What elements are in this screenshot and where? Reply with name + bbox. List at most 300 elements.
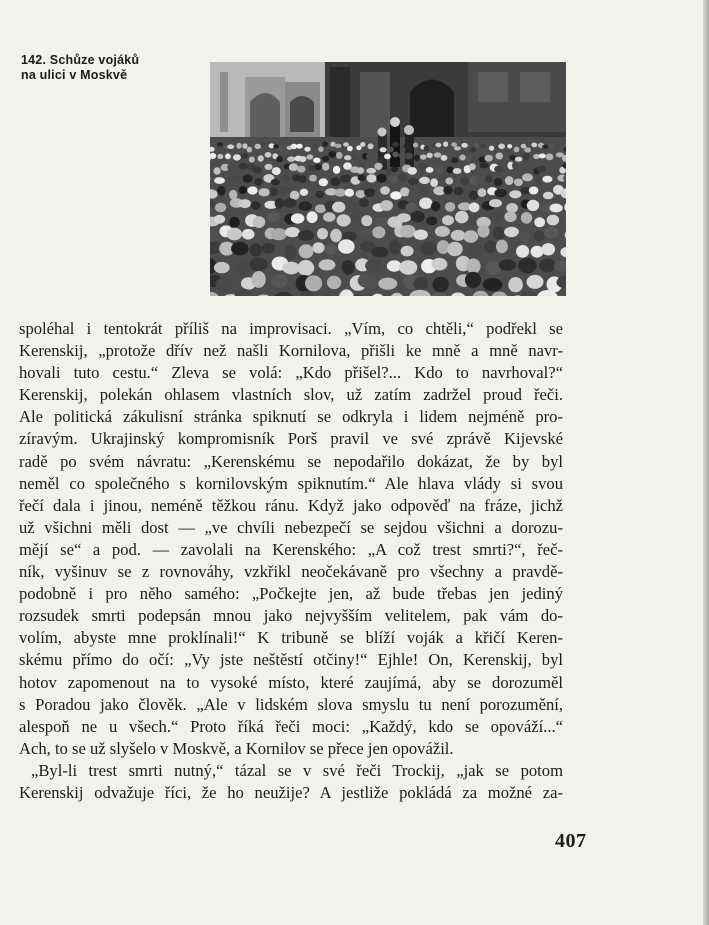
crowd-head	[365, 259, 382, 272]
crowd-head	[443, 186, 452, 195]
crowd-head	[356, 190, 366, 198]
crowd-head	[485, 155, 493, 162]
crowd-head	[419, 177, 430, 184]
crowd-head	[298, 201, 312, 211]
crowd-head	[539, 258, 556, 272]
crowd-head	[368, 143, 374, 149]
crowd-head	[413, 277, 428, 290]
crowd-head	[342, 260, 355, 275]
crowd-head	[249, 258, 268, 272]
crowd-head	[298, 230, 314, 241]
crowd-head	[215, 277, 232, 292]
crowd-head	[547, 215, 559, 226]
text-line: ník, vyšinuv se z rovnováhy, vzkřikl neočekávaně pro všechny a pravdě-	[19, 562, 563, 582]
crowd-head	[534, 176, 543, 184]
crowd-head	[250, 243, 262, 257]
crowd-head	[299, 244, 314, 258]
crowd-head	[514, 179, 523, 187]
crowd-head	[352, 154, 358, 160]
crowd-head	[431, 258, 447, 271]
crowd-head	[296, 144, 302, 149]
crowd-head	[555, 141, 562, 147]
text-line: Kerenskij odvažuje říci, že ho neužije? A jestliže pokládá za možné za-	[19, 782, 563, 802]
crowd-head	[527, 200, 539, 211]
crowd-head	[344, 155, 351, 160]
crowd-head	[389, 240, 401, 254]
crowd-head	[300, 189, 308, 196]
text-line: alespoň ne u všech.“ Proto říká řeči moci: „Každý, kdo se opováží...“	[19, 716, 563, 736]
crowd-head	[284, 245, 296, 260]
crowd-head	[542, 145, 548, 149]
crowd-head	[380, 147, 387, 152]
crowd-head	[217, 154, 223, 159]
crowd-head	[397, 213, 411, 222]
crowd-head	[468, 243, 483, 257]
crowd-head	[276, 156, 283, 162]
crowd-head	[285, 227, 300, 237]
crowd-head	[214, 215, 225, 224]
page-edge	[703, 0, 709, 925]
crowd-head	[384, 154, 391, 160]
paragraph-1	[19, 318, 563, 760]
crowd-head	[392, 142, 399, 147]
crowd-head	[343, 142, 349, 146]
crowd-head	[389, 176, 399, 183]
crowd-head	[504, 212, 516, 223]
crowd-head	[496, 153, 504, 160]
crowd-head	[469, 163, 476, 170]
crowd-head	[358, 273, 378, 288]
crowd-head	[267, 212, 281, 222]
crowd-head	[282, 173, 290, 182]
crowd-head	[283, 198, 297, 208]
crowd-head	[289, 163, 299, 171]
crowd-head	[491, 212, 503, 222]
text-line: skému přímo do očí: „Vy jste neštěstí otčiny!“ Ejhle! On, Kerenskij, byl	[19, 650, 563, 670]
crowd-head	[357, 167, 364, 174]
text-line: Ach, to se už slyšelo v Moskvě, a Kornilov se přece jen opovážil.	[19, 738, 454, 758]
crowd-head	[514, 147, 520, 153]
crowd-head	[259, 188, 270, 196]
crowd-head	[494, 189, 506, 198]
crowd-head	[461, 143, 468, 148]
crowd-head	[215, 203, 226, 213]
crowd-head	[233, 154, 241, 160]
crowd-head	[399, 260, 417, 274]
crowd-head	[471, 155, 478, 162]
crowd-head	[312, 242, 324, 253]
crowd-head	[332, 202, 345, 213]
crowd-head	[273, 144, 278, 149]
crowd-head	[517, 231, 531, 241]
crowd-head	[319, 178, 328, 186]
crowd-head	[335, 144, 342, 148]
crowd-head	[229, 217, 240, 228]
crowd-head	[442, 215, 454, 225]
crowd-head	[361, 215, 372, 226]
crowd-head	[474, 143, 479, 149]
crowd-head	[465, 272, 481, 288]
crowd-head	[542, 176, 552, 183]
crowd-head	[400, 187, 410, 196]
crowd-head	[325, 244, 337, 255]
crowd-head	[414, 230, 428, 240]
crowd-head	[534, 217, 545, 227]
crowd-head	[304, 147, 310, 152]
crowd-head	[319, 259, 336, 270]
crowd-head	[484, 240, 497, 253]
crowd-head	[313, 143, 318, 147]
crowd-head	[309, 175, 317, 182]
crowd-head	[507, 144, 512, 148]
crowd-head	[299, 156, 306, 162]
crowd-head	[443, 141, 448, 147]
text-line: řečí dala i jinou, neméně těžkou ránu. Když jako odpověď na fráze, jichž	[19, 495, 563, 515]
crowd-head	[475, 178, 483, 185]
crowd-head	[269, 187, 278, 196]
crowd-head	[420, 186, 429, 195]
crowd-head	[241, 153, 249, 159]
crowd-head	[494, 178, 503, 187]
crowd-head	[356, 145, 361, 150]
crowd-head	[413, 142, 418, 147]
crowd-head	[469, 202, 480, 212]
crowd-head	[419, 163, 426, 170]
text-line: Ale politická zákulisní stránka spiknutí se odkryla i lidem nejméně pro-	[19, 407, 563, 427]
crowd-head	[405, 203, 417, 212]
text-line: neměl co společného s kornilovským spiknutím.“ Ale hlava vlády si svou	[19, 473, 563, 493]
crowd-head	[247, 147, 252, 153]
crowd-head	[374, 217, 388, 227]
caption-line-1: 142. Schůze vojáků	[21, 53, 140, 67]
crowd-head	[419, 198, 432, 209]
crowd-head	[227, 144, 234, 149]
crowd-head	[447, 167, 454, 174]
crowd-head	[305, 275, 322, 291]
crowd-head	[549, 143, 555, 148]
crowd-head	[524, 147, 531, 152]
body-text	[19, 318, 563, 804]
crowd-head	[247, 186, 257, 194]
crowd-head	[409, 189, 419, 198]
text-line: rozsudek smrti podepsán mnou jako nejvyšším velitelem, pak vám do-	[19, 606, 563, 626]
crowd-head	[306, 154, 313, 159]
crowd-head	[391, 166, 398, 172]
crowd-head	[371, 247, 389, 258]
figure-caption	[21, 53, 196, 83]
crowd-head	[455, 211, 468, 224]
crowd-head	[485, 175, 493, 183]
crowd-head	[430, 178, 438, 187]
crowd-head	[307, 211, 318, 223]
crowd-head	[505, 176, 514, 185]
crowd-head	[318, 146, 323, 152]
crowd-head	[277, 185, 289, 194]
crowd-head	[340, 175, 351, 183]
crowd-head	[408, 178, 418, 185]
crowd-head	[522, 173, 533, 181]
crowd-head	[272, 274, 288, 288]
crowd-head	[253, 216, 266, 228]
crowd-head	[330, 177, 340, 186]
crowd-head	[271, 228, 287, 240]
crowd-head	[261, 243, 275, 253]
crowd-head	[366, 168, 376, 174]
crowd-head	[405, 153, 413, 160]
crowd-head	[489, 146, 494, 151]
crowd-head	[512, 162, 519, 170]
caption-line-2: na ulici v Moskvě	[21, 68, 128, 82]
crowd-head	[239, 186, 247, 194]
crowd-head	[358, 175, 366, 182]
crowd-head	[291, 213, 305, 223]
crowd-head	[327, 276, 341, 289]
crowd-head	[214, 177, 225, 184]
crowd-head	[509, 190, 521, 198]
crowd-head	[544, 227, 559, 239]
crowd-head	[330, 229, 342, 242]
crowd-head	[217, 186, 226, 196]
crowd-head	[543, 192, 554, 199]
crowd-head	[236, 261, 251, 276]
text-line: Kerenskij, polekán ohlasem vlastních slov, už zatím zadržel proud řeči.	[19, 385, 563, 405]
crowd-head	[414, 155, 420, 162]
crowd-head	[345, 189, 354, 197]
crowd-head	[275, 198, 284, 209]
crowd-head	[466, 259, 480, 274]
crowd-head	[322, 163, 329, 171]
crowd-head	[534, 231, 545, 241]
crowd-head	[547, 163, 555, 169]
crowd-head	[492, 227, 505, 240]
crowd-head	[283, 262, 300, 275]
crowd-head	[489, 199, 502, 207]
crowd-head	[347, 146, 353, 152]
crowd-head	[404, 143, 410, 149]
crowd-head	[249, 157, 255, 163]
crowd-head	[426, 216, 437, 225]
crowd-head	[271, 179, 280, 186]
crowd-head	[322, 156, 329, 162]
photo-drawing	[210, 62, 566, 296]
crowd-head	[468, 191, 478, 200]
crowd-head	[348, 202, 360, 212]
crowd-head	[315, 204, 326, 213]
crowd-head	[454, 146, 461, 150]
text-line: radě po svém návratu: „Kerenskému se nepodařilo dokázat, že by byl	[19, 451, 563, 471]
text-line: hotov zapomenout na to vysoké místo, které zaujímá, aby se dorozuměl	[19, 672, 563, 692]
paragraph-2	[19, 760, 563, 804]
crowd-head	[401, 246, 414, 257]
crowd-head	[523, 153, 530, 160]
crowd-head	[420, 241, 437, 256]
crowd-head	[463, 230, 478, 243]
crowd-head	[261, 142, 266, 147]
crowd-head	[531, 143, 537, 148]
crowd-head	[242, 143, 247, 149]
crowd-head	[537, 165, 545, 172]
crowd-head	[291, 144, 297, 150]
crowd-head	[496, 240, 508, 254]
crowd-head	[374, 163, 382, 170]
text-line: spoléhal i tentokrát příliš na improvisaci. „Vím, co chtěli,“ podřekl se	[19, 319, 563, 338]
crowd-head	[480, 144, 486, 148]
crowd-head	[541, 243, 555, 255]
crowd-head	[531, 246, 544, 258]
crowd-head	[337, 214, 351, 226]
crowd-head	[451, 142, 457, 147]
crowd-head	[250, 202, 260, 210]
crowd-head	[521, 168, 530, 174]
crowd-head	[508, 277, 523, 292]
crowd-head	[372, 147, 378, 152]
crowd-head	[516, 245, 529, 258]
crowd-head	[364, 188, 375, 197]
crowd-head	[506, 203, 518, 213]
crowd-head	[498, 144, 505, 150]
crowd-head	[426, 167, 434, 173]
crowd-head	[338, 239, 355, 254]
crowd-head	[359, 199, 369, 208]
crowd-head	[378, 278, 397, 290]
crowd-head	[434, 152, 442, 157]
crowd-head	[400, 225, 416, 238]
crowd-head	[436, 166, 444, 174]
crowd-head	[447, 242, 463, 257]
crowd-head	[278, 146, 285, 152]
crowd-head	[479, 163, 488, 169]
crowd-head	[408, 167, 417, 175]
crowd-head	[317, 228, 328, 239]
crowd-head	[360, 142, 365, 147]
text-line: volím, abyste mne proklínali!“ K tribuně se blíží voják a křičí Keren-	[19, 628, 563, 648]
crowd-head	[504, 152, 510, 159]
crowd-head	[388, 147, 394, 153]
crowd-head	[258, 155, 264, 162]
crowd-head	[420, 154, 427, 159]
crowd-head	[376, 174, 386, 183]
crowd-head	[451, 230, 466, 241]
crowd-head	[217, 142, 223, 147]
crowd-head	[435, 143, 441, 148]
crowd-head	[399, 152, 406, 158]
crowd-photograph	[210, 62, 566, 296]
crowd-head	[459, 155, 465, 161]
crowd-head	[287, 156, 295, 161]
text-line: už všichni měli dost — „ve chvíli nebezpečí se sejdou všichni a dorozu-	[19, 517, 563, 537]
crowd-head	[521, 212, 532, 224]
crowd-head	[483, 278, 503, 291]
crowd-head	[433, 277, 449, 293]
text-line: s Poradou jako člověk. „Ale v lidském slova smyslu tu není porozumění,	[19, 694, 563, 714]
crowd-head	[494, 166, 504, 173]
crowd-head	[392, 152, 399, 158]
crowd-head	[380, 200, 393, 211]
crowd-head	[227, 228, 242, 241]
crowd-head	[378, 157, 384, 162]
crowd-head	[441, 155, 448, 161]
text-line: podobně i pro něho samého: „Počkejte jen, až bude třebas jen jediný	[19, 584, 563, 604]
crowd-head	[265, 164, 273, 170]
crowd-head	[225, 153, 231, 159]
crowd-head	[214, 167, 221, 175]
crowd-head	[252, 167, 262, 174]
crowd-head	[478, 225, 490, 238]
crowd-head	[316, 191, 325, 198]
crowd-head	[254, 144, 261, 149]
crowd-head	[427, 153, 433, 158]
crowd-head	[460, 177, 470, 186]
crowd-head	[242, 229, 255, 240]
crowd-head	[243, 174, 253, 182]
crowd-head	[380, 186, 390, 195]
crowd-head	[527, 275, 544, 289]
crowd-head	[445, 177, 453, 184]
crowd-head	[239, 199, 251, 208]
crowd-head	[445, 202, 455, 212]
crowd-head	[499, 259, 516, 270]
crowd-head	[357, 228, 373, 238]
text-line: Kerenskij, „protože dřív než našli Kornilova, přišli ke mně a mně navr-	[19, 341, 563, 361]
crowd-head	[515, 157, 523, 162]
crowd-head	[539, 154, 546, 159]
crowd-head	[550, 204, 563, 213]
crowd-head	[454, 187, 464, 196]
crowd-head	[478, 188, 487, 197]
crowd-head	[330, 142, 335, 147]
crowd-head	[366, 153, 373, 160]
text-line: mějí se“ a pod. — zavolali na Kerenského: „A což trest smrti?“, řeč-	[19, 539, 563, 559]
crowd-head	[431, 201, 440, 211]
crowd-head	[238, 163, 247, 170]
crowd-head	[451, 157, 458, 163]
crowd-head	[521, 144, 526, 149]
crowd-head	[453, 168, 462, 174]
crowd-head	[333, 166, 340, 174]
crowd-head	[297, 260, 314, 276]
crowd-head	[504, 227, 519, 237]
crowd-head	[314, 164, 322, 170]
crowd-head	[367, 174, 377, 182]
crowd-head	[334, 189, 346, 197]
crowd-head	[230, 175, 239, 182]
crowd-head	[546, 153, 554, 160]
crowd-head	[322, 141, 328, 147]
crowd-head	[227, 164, 236, 171]
crowd-head	[372, 226, 385, 238]
text-line: hovali tuto cestu.“ Zleva se volá: „Kdo přišel?... Kdo to navrhoval?“	[19, 363, 563, 383]
crowd-head	[336, 152, 343, 159]
crowd-head	[272, 167, 281, 175]
crowd-head	[252, 271, 266, 288]
crowd-head	[297, 166, 305, 173]
crowd-head	[254, 178, 262, 186]
crowd-head	[299, 175, 307, 183]
crowd-head	[214, 262, 230, 273]
crowd-head	[424, 146, 430, 152]
crowd-head	[411, 211, 425, 223]
crowd-head	[313, 158, 320, 163]
crowd-head	[323, 212, 335, 222]
crowd-head	[518, 258, 537, 274]
crowd-head	[466, 155, 472, 162]
crowd-head	[236, 143, 241, 149]
crowd-head	[265, 152, 272, 158]
crowd-head	[435, 226, 450, 237]
crowd-head	[399, 174, 408, 183]
crowd-head	[328, 151, 336, 158]
crowd-head	[231, 242, 248, 256]
